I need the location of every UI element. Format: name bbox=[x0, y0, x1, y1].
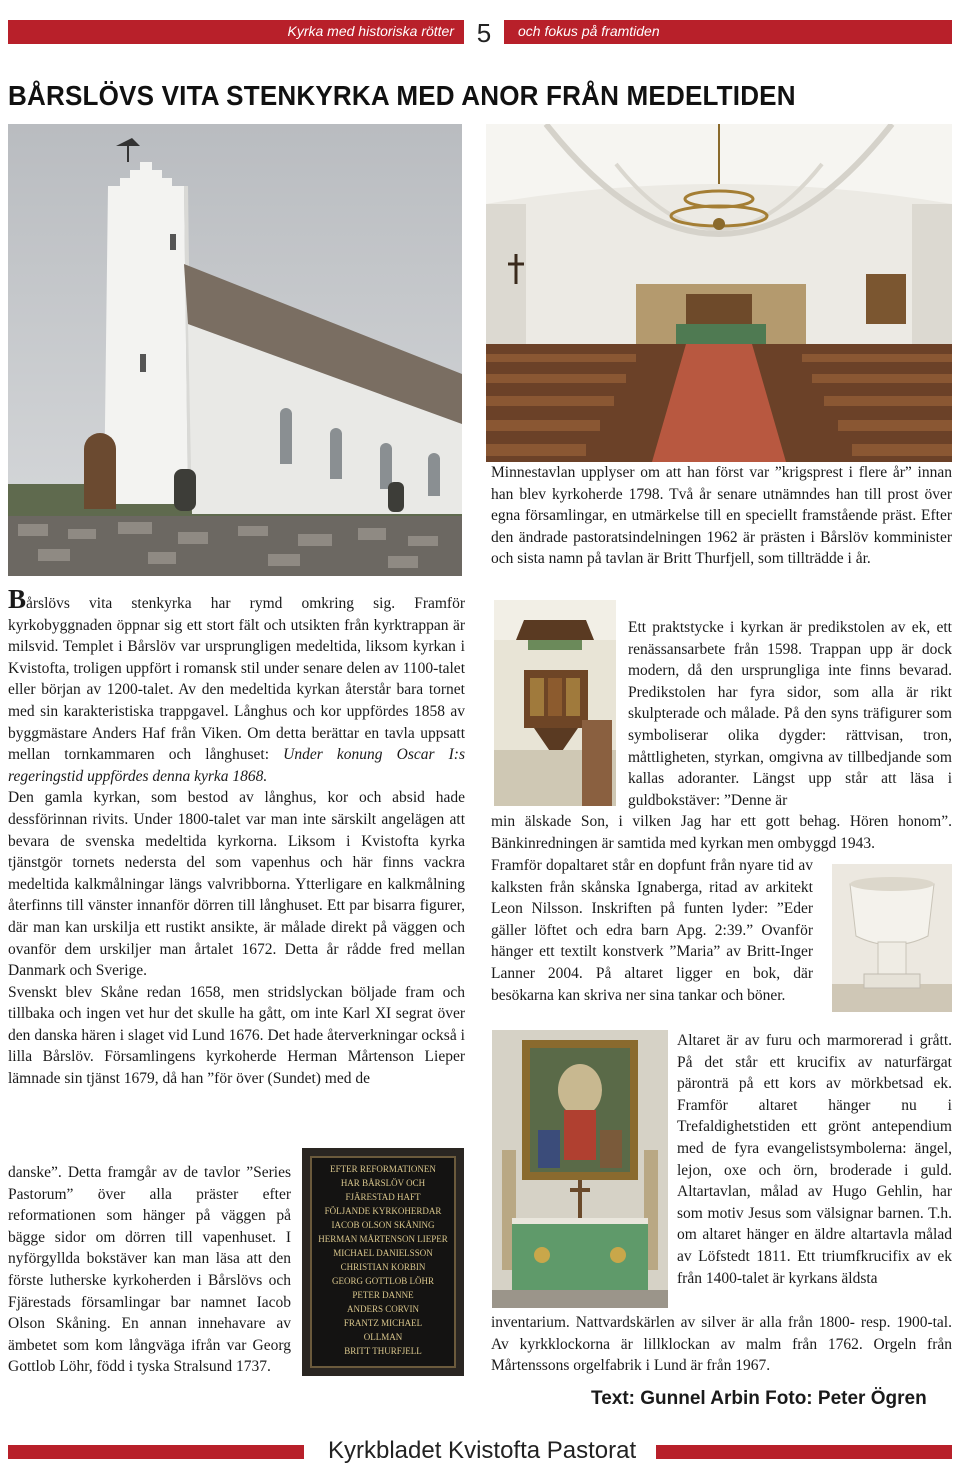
right-column-pews bbox=[491, 811, 952, 854]
paragraph-baptismal-font: Framför dopaltaret står en dopfunt från nyare tid av kalksten från skånska Ignaberga, ritad av arkitekt Leon Nilsson. Inskriften på funten lyder: ”Eder gäller löftet och edra barn Apg. 2:39.” Ovanför hänger ett textilt konstverk ”Maria” av Britt-Inger Lanner 2004. På altaret ligger en bok, där besökarna kan skriva ner sina tankar och böner. bbox=[491, 857, 813, 1004]
church-interior-photo bbox=[486, 124, 952, 462]
plaque-line: BRITT THURFJELL bbox=[344, 1346, 422, 1356]
left-column-text bbox=[8, 584, 466, 1090]
altar-photo bbox=[492, 1030, 668, 1308]
dropcap-letter: B bbox=[8, 584, 27, 614]
pulpit-photo bbox=[494, 600, 616, 806]
plaque-line: HERMAN MÅRTENSON LIEPER bbox=[318, 1234, 448, 1244]
footer-bar-right bbox=[656, 1445, 952, 1459]
header-bar bbox=[8, 18, 952, 48]
plaque-line: FÖLJANDE KYRKOHERDAR bbox=[324, 1206, 442, 1216]
footer-bar-left bbox=[8, 1445, 304, 1459]
plaque-line: GEORG GOTTLOB LÖHR bbox=[332, 1276, 434, 1286]
plaque-board bbox=[310, 1156, 456, 1368]
photo-credits: Text: Gunnel Arbin Foto: Peter Ögren bbox=[591, 1388, 927, 1409]
intro-paragraph bbox=[8, 584, 466, 787]
right-column-altar bbox=[677, 1030, 952, 1289]
paragraph-demolition: Den gamla kyrkan, som bestod av långhus, kor och absid hade dessförinnan rivits. Under 1800-talet var man inte särskilt angelägen att bevara de svenska medeltida kyrkorna. Liksom i Kvistofta kyrka tjänstgör tornets nedersta del som vapenhus och här finns vackra medeltida kalkmålningar längs valvribborna. Ytterligare en kalkmålning återfinns till vänster innanför dörren till långhuset. Ett par bisarra figurer, där man kan urskilja ett rustikt ansikte, är målade direkt på väggen och ovanför dem urskiljer man årtalet 1672. Detta år rådde fred mellan Danmark och Sverige. bbox=[8, 789, 465, 980]
plaque-line: HAR BÅRSLÖV OCH bbox=[340, 1178, 426, 1188]
header-right-band bbox=[504, 20, 952, 44]
header-right-tagline: och fokus på framtiden bbox=[518, 23, 660, 39]
baptismal-font-photo bbox=[832, 864, 952, 1012]
footer-publication: Kyrkbladet Kvistofta Pastorat bbox=[328, 1437, 637, 1464]
paragraph-altar: Altaret är av furu och marmorerad i grått. På det står ett krucifix av naturfärgat päronträ på ett kors av mörkbetsad ek. Framför altaret hänger nu i Trefaldighetstiden ett grönt antependium med de fyra evangelistsymbolerna: ängel, lejon, oxe och örn, broderade i guld. Altartavlan, målad av Hugo Gehlin, har som motiv Jesus som välsignar barnen. T.h. om altaret hänger en äldre altartavla målad av Löfstedt 1811. Ett triumfkrucifix av ek från 1400-talet är kyrkans äldsta bbox=[677, 1032, 952, 1287]
paragraph-minnestavlan: Minnestavlan upplyser om att han först var ”krigsprest i flere år” innan han blev kyrkoherde 1798. Två år senare utnämndes han till prost över egna församlingar, en utmärkelse till en speciellt framstående präst. Efter den ändrade pastoratsindelningen 1962 är prästen i Bårslöv komminister och sista namn på tavlan är Britt Thurfjell, som tillträdde i år. bbox=[491, 464, 952, 568]
paragraph-pews: min älskade Son, i vilken Jag har ett gott behag. Hören honom”. Bänkinredningen är samtida med kyrkan men ombyggd 1943. bbox=[491, 813, 952, 852]
plaque-quote: Under konung Oscar I:s regeringstid uppfördes denna kyrka 1868. bbox=[8, 746, 466, 785]
page-number: 5 bbox=[476, 18, 492, 48]
article-headline: BÅRSLÖVS VITA STENKYRKA MED ANOR FRÅN MEDELTIDEN bbox=[8, 80, 796, 111]
right-column-font bbox=[491, 855, 813, 1006]
paragraph-history: Svenskt blev Skåne redan 1658, men stridslyckan böljade fram och tillbaka och ingen vet hur det skulle ha gått, om inte Karl XI segrat över den danska hären i slaget vid Lund 1676. Det hade återverkningar också i lilla Bårslöv. Församlingens kyrkoherde Herman Mårtenson Lieper lämnade sin tjänst 1679, då han ”för över (Sundet) med de bbox=[8, 983, 465, 1088]
paragraph-pulpit: Ett praktstycke i kyrkan är predikstolen av ek, ett renässansarbete från 1598. Trappan upp är dock modern, då den ursprungliga inte finns bevarad. Predikstolen har fyra sidor, som alla är rikt skulpterade och målade. På den syns träfigurer som symboliserar olika dygder: rättvisan, tron, måttligheten, styrkan, omgivna av tillbedjande som kallas adoranter. Längst upp står att läsa i guldbokstäver: ”Denne är bbox=[628, 619, 952, 809]
plaque-line: ANDERS CORVIN bbox=[346, 1304, 420, 1314]
right-column-pulpit bbox=[628, 617, 952, 811]
plaque-line: FJÄRESTAD HAFT bbox=[345, 1192, 421, 1202]
plaque-inscription bbox=[312, 1158, 454, 1362]
plaque-line: OLLMAN bbox=[363, 1332, 403, 1342]
header-left-band bbox=[8, 20, 464, 44]
paragraph-inventory: inventarium. Nattvardskärlen av silver är alla från 1800- resp. 1900-tal. Av kyrkklockorna är lillklockan av malm från 1762. Orgeln från Mårtenssons orgelfabrik i Lund är från 1967. bbox=[491, 1314, 952, 1375]
church-exterior-photo bbox=[8, 124, 462, 576]
paragraph-series-pastorum: danske”. Detta framgår av de tavlor ”Series Pastorum” över alla präster efter reformationen som hänger på väggen på bägge sidor om dörren till vapenhuset. I nyförgyllda bokstäver kan man läsa att den förste lutherske kyrkoherden i Bårslövs och Fjärestads församlingar bar namnet Iacob Olson Skåning. En annan innehavare av ämbetet som kom långväga ifrån var Georg Gottlob Löhr, född i tyska Stralsund 1737. bbox=[8, 1164, 291, 1376]
memorial-plaque-photo bbox=[302, 1148, 464, 1376]
intro-text: årslövs vita stenkyrka har rymd omkring sig. Framför kyrkobyggnaden öppnar sig ett stort fält och utsikten från kyrktrappan är milsvid. Templet i Bårslöv var ursprungligen medeltida, liksom kyrkan i Kvistofta, troligen uppfört i romansk stil under senare delen av 1100-talet eller början av 1200-talet. Av den medeltida kyrkan återstår bara tornet med sin karakteristiska trappgavel. Långhus och kor uppfördes 1858 av byggmästare Anders Haf från Viken. Om detta berättar en tavla uppsatt mellan tornkammaren och långhuset: bbox=[8, 595, 465, 764]
plaque-line: PETER DANNE bbox=[352, 1290, 414, 1300]
plaque-line: CHRISTIAN KORBIN bbox=[340, 1262, 426, 1272]
left-column-text-narrow bbox=[8, 1162, 291, 1378]
right-column-intro bbox=[491, 462, 952, 570]
right-column-inventory bbox=[491, 1312, 952, 1377]
plaque-line: MICHAEL DANIELSSON bbox=[333, 1248, 433, 1258]
header-left-tagline: Kyrka med historiska rötter bbox=[287, 23, 454, 39]
plaque-line: FRANTZ MICHAEL bbox=[343, 1318, 423, 1328]
plaque-line: EFTER REFORMATIONEN bbox=[330, 1164, 436, 1174]
plaque-line: IACOB OLSON SKÅNING bbox=[331, 1220, 435, 1230]
